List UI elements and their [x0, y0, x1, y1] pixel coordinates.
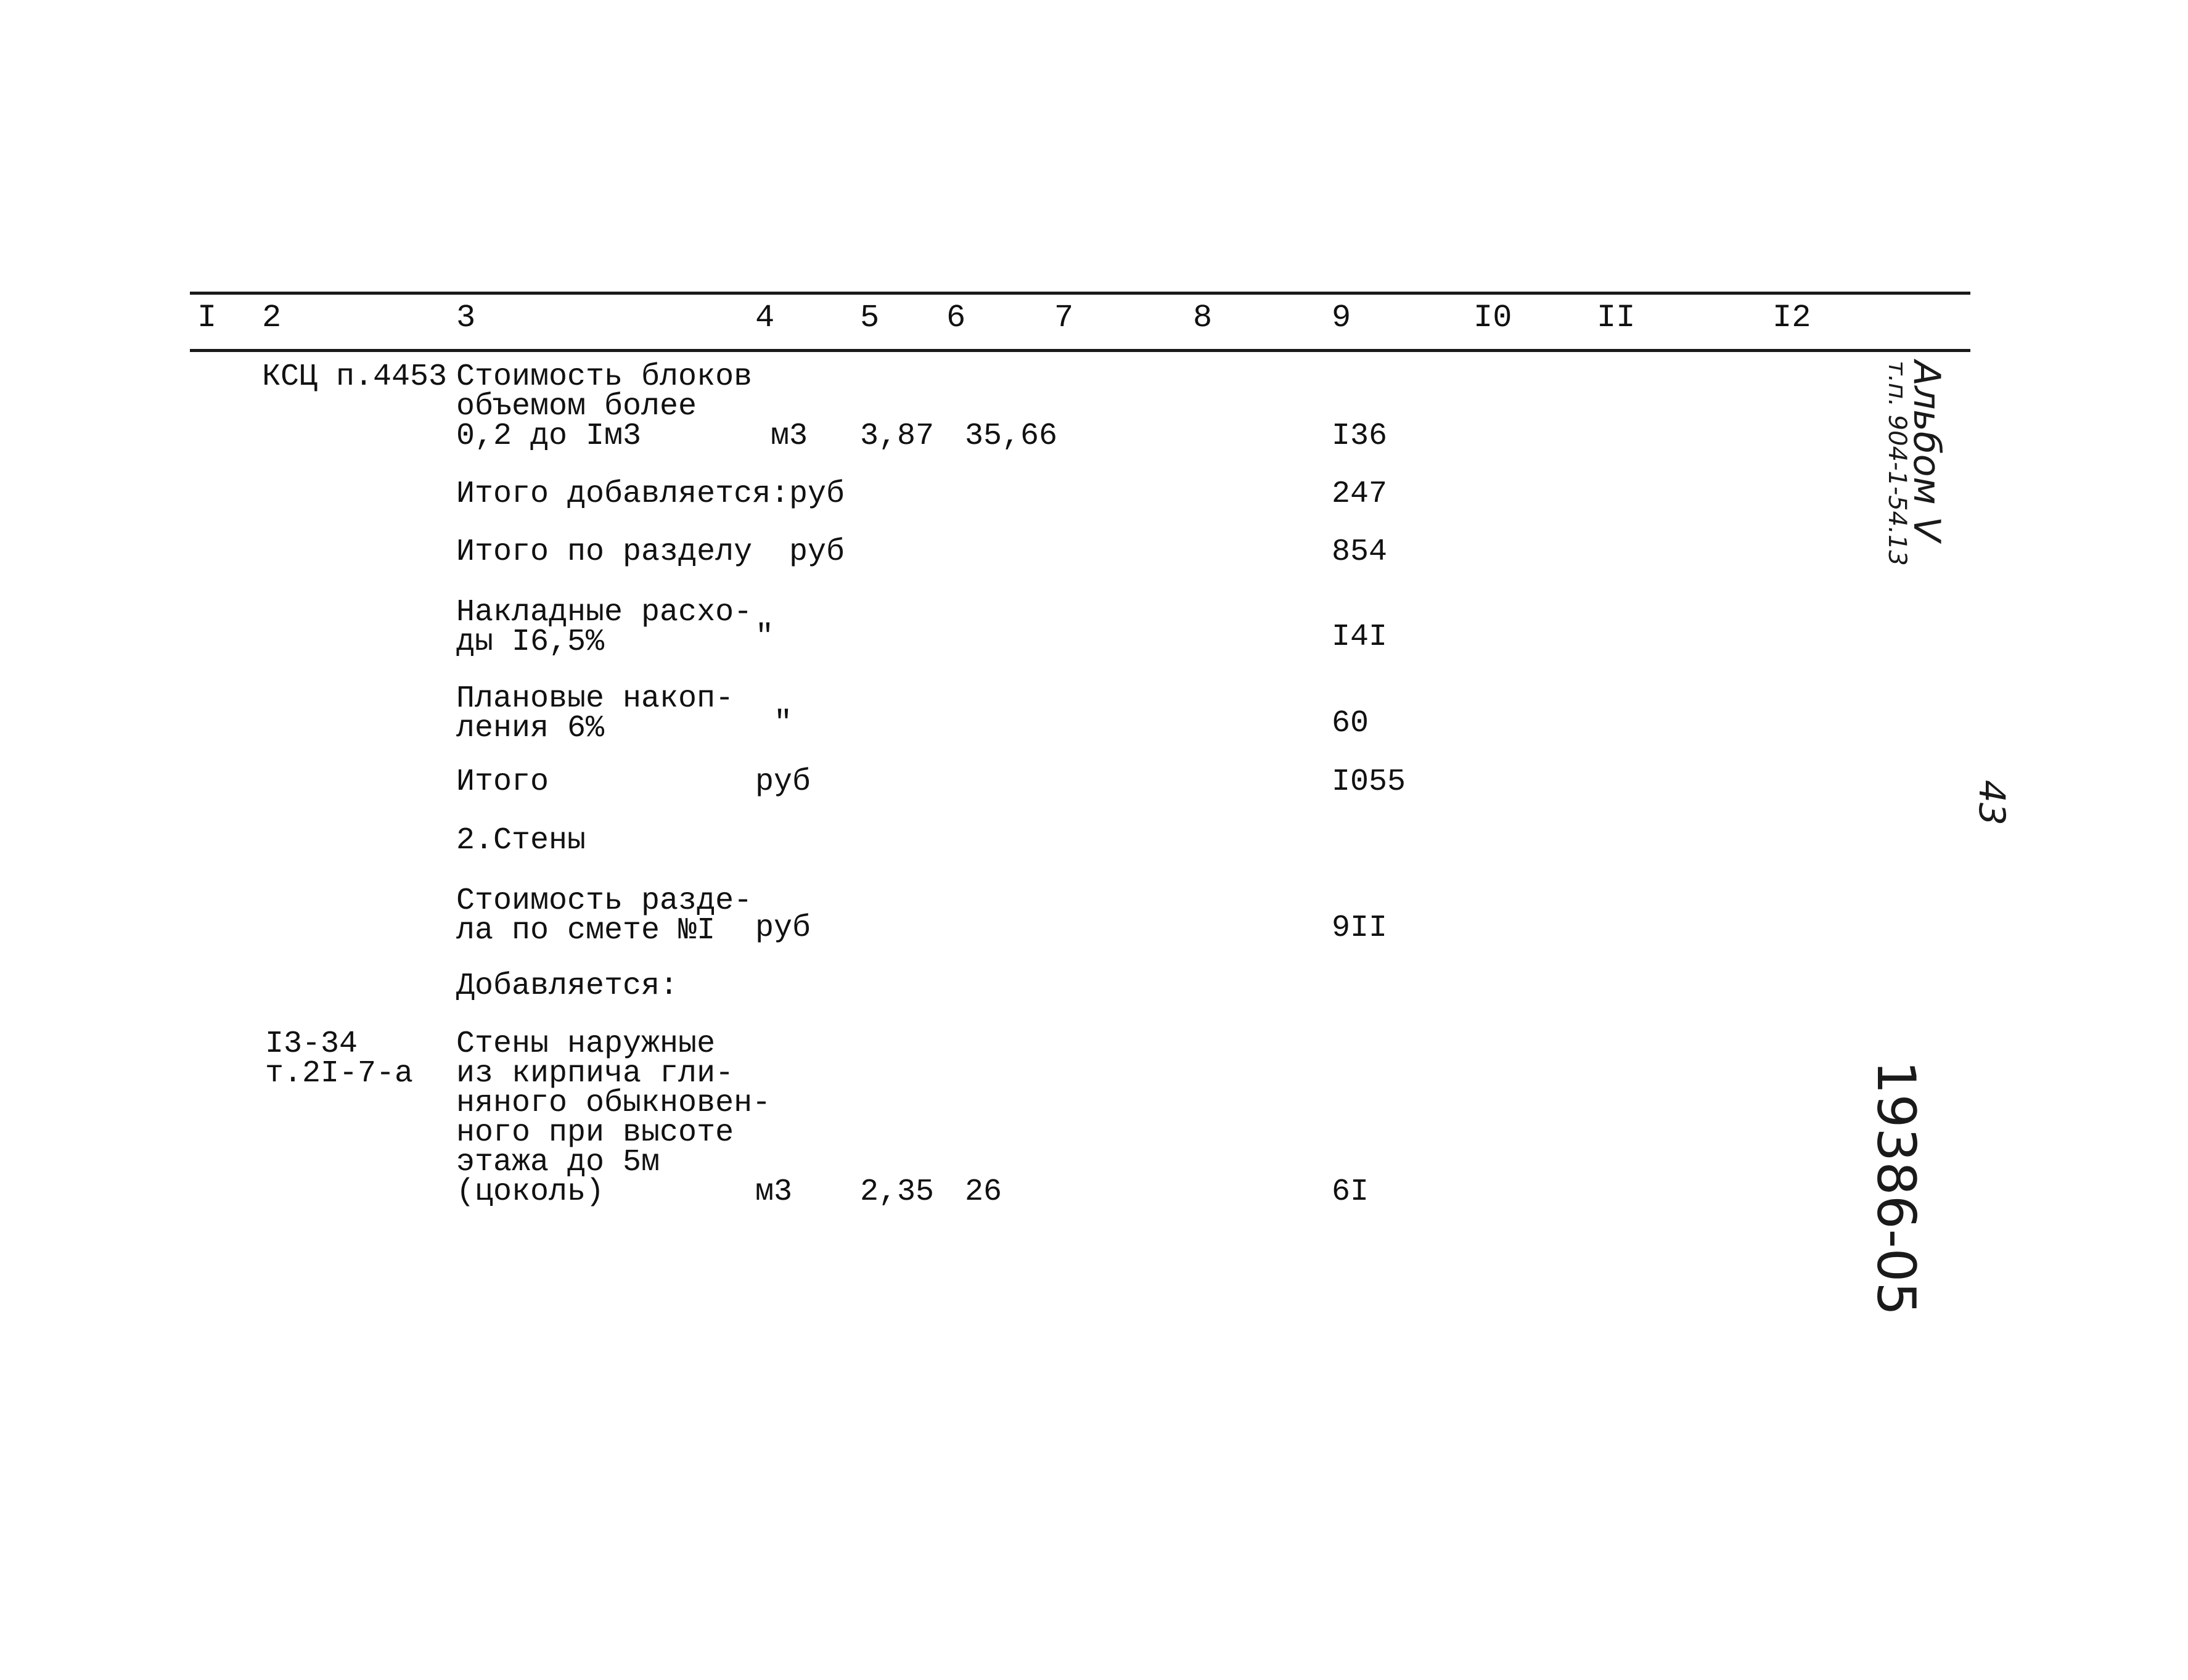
row-quantity: 3,87: [860, 419, 935, 454]
row-unit: руб: [755, 911, 811, 946]
row-total: 60: [1332, 706, 1369, 741]
col-header-7: 7: [1054, 300, 1074, 336]
row-total: 6I: [1332, 1174, 1369, 1210]
row-unit: руб: [755, 764, 811, 800]
col-header-9: 9: [1332, 300, 1351, 336]
margin-note-page-number: 43: [1971, 780, 2013, 826]
row-total: I4I: [1332, 620, 1388, 655]
col-header-12: I2: [1772, 300, 1811, 336]
col-header-2: 2: [262, 300, 282, 336]
col-header-1: I: [197, 300, 217, 336]
row-price: 26: [965, 1174, 1002, 1210]
row-quantity: 2,35: [860, 1174, 935, 1210]
col-header-3: 3: [456, 300, 476, 336]
row-total: I36: [1332, 419, 1388, 454]
row-unit: м3: [771, 419, 808, 454]
row-description: Итого по разделу: [456, 535, 753, 570]
row-description: Стоимость блоков объемом более 0,2 до Iм3: [456, 359, 753, 454]
row-description: Добавляется:: [456, 969, 679, 1004]
col-header-8: 8: [1193, 300, 1213, 336]
col-header-4: 4: [755, 300, 775, 336]
row-description: Стоимость разде- ла по смете №I: [456, 883, 753, 948]
row-description: Итого: [456, 764, 549, 800]
col-header-11: II: [1597, 300, 1636, 336]
row-description: Накладные расхо- ды I6,5%: [456, 595, 753, 660]
row-unit: ": [774, 706, 793, 741]
section-heading: 2.Стены: [456, 823, 586, 858]
row-unit: ": [755, 620, 774, 655]
header-bottom-rule: [190, 349, 1970, 352]
row-total: 854: [1332, 535, 1388, 570]
row-ref: КСЦ п.4453: [262, 359, 448, 395]
row-ref: I3-34 т.2I-7-а: [265, 1026, 414, 1091]
row-unit: руб: [789, 477, 845, 512]
row-description: Стены наружные из кирпича гли- няного обыкновен- ного при высоте этажа до 5м (цоколь): [456, 1026, 771, 1210]
col-header-10: I0: [1473, 300, 1512, 336]
row-price: 35,66: [965, 419, 1058, 454]
row-unit: м3: [755, 1174, 793, 1210]
margin-note-project: т.п. 904-1-54.13: [1883, 361, 1911, 566]
row-total: 9II: [1332, 911, 1388, 946]
row-description: Плановые накоп- ления 6%: [456, 681, 734, 746]
row-total: I055: [1332, 764, 1406, 800]
margin-note-doc-number: 19386-05: [1865, 1060, 1927, 1316]
margin-note-album: Альбом V: [1905, 361, 1948, 542]
row-description: Итого добавляется:: [456, 477, 790, 512]
col-header-6: 6: [946, 300, 966, 336]
header-top-rule: [190, 292, 1970, 295]
col-header-5: 5: [860, 300, 880, 336]
row-total: 247: [1332, 477, 1388, 512]
row-unit: руб: [789, 535, 845, 570]
